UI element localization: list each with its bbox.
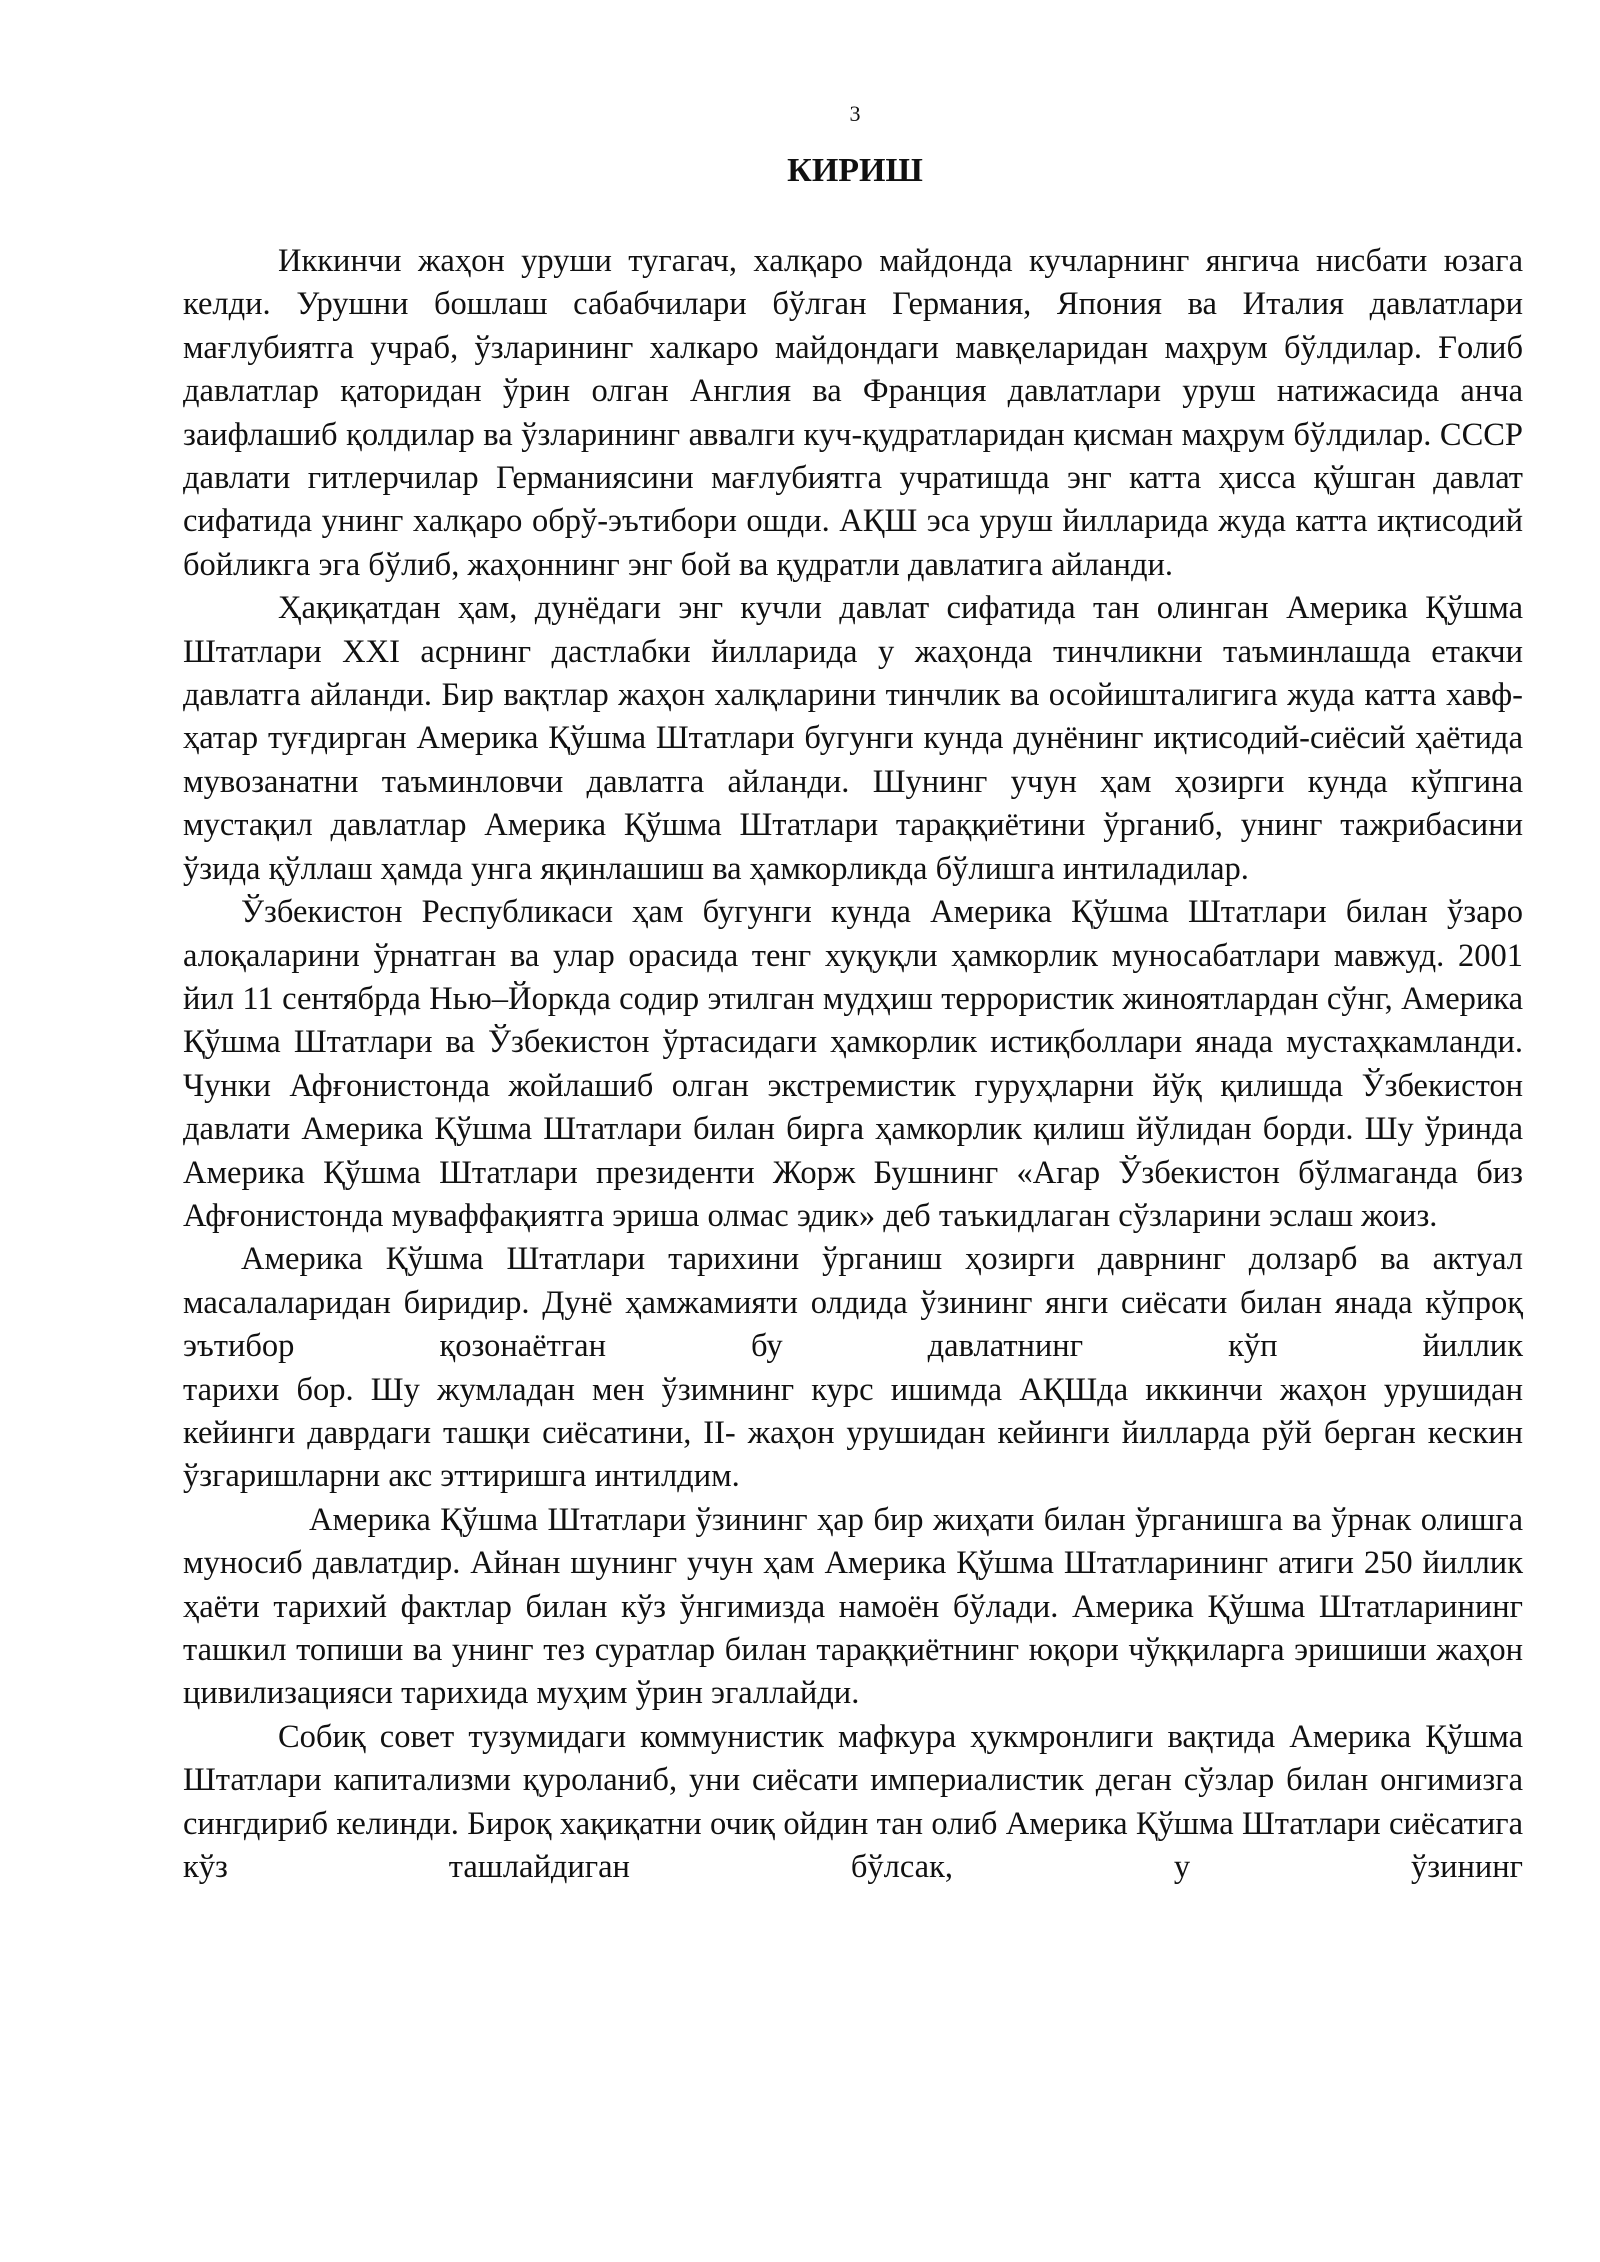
document-body [183,240,1523,1889]
page-number: 3 [849,101,861,126]
paragraph-6: Америка Қўшма Штатлари ўзининг ҳар бир жиҳати билан ўрганишга ва ўрнак олишга муносиб давлатдир. Айнан шунинг учун ҳам Америка Қўшма Штатларининг атиги 250 йиллик ҳаёти тарихий фактлар билан кўз ўнгимизда намоён бўлади. Америка Қўшма Штатларининг ташкил топиши ва унинг тез суратлар билан тараққиётнинг юқори чўққиларга эришиши жаҳон цивилизацияси тарихида муҳим ўрин эгаллайди. [183,1501,1523,1712]
page-title: КИРИШ [787,152,923,189]
paragraph-4: Америка Қўшма Штатлари тарихини ўрганиш ҳозирги даврнинг долзарб ва актуал масалаларидан биридир. Дунё ҳамжамияти олдида ўзининг янги сиёсати билан янада кўпроқ эътибор қозонаётган бу давлатнинг кўп йиллик [183,1241,1523,1365]
paragraph-1: Иккинчи жаҳон уруши тугагач, халқаро майдонда кучларнинг янгича нисбати юзага келди. Урушни бошлаш сабабчилари бўлган Германия, Япония ва Италия давлатлари мағлубиятга учраб, ўзларининг халкаро майдондаги мавқеларидан маҳрум бўлдилар. Ғолиб давлатлар қаторидан ўрин олган Англия ва Франция давлатлари уруш натижасида анча заифлашиб қолдилар ва ўзларининг аввалги куч-қудратларидан қисман маҳрум бўлдилар. СССР давлати гитлерчилар Германиясини мағлубиятга учратишда энг катта ҳисса қўшган давлат сифатида унинг халқаро обрў-эътибори ошди. АҚШ эса уруш йилларида жуда катта иқтисодий бойликга эга бўлиб, жаҳоннинг энг бой ва қудратли давлатига айланди. [183,243,1523,583]
paragraph-3: Ўзбекистон Республикаси ҳам бугунги кунда Америка Қўшма Штатлари билан ўзаро алоқаларини ўрнатган ва улар орасида тенг хуқуқли ҳамкорлик муносабатлари мавжуд. 2001 йил 11 сентябрда Нью–Йоркда содир этилган мудҳиш террористик жиноятлардан сўнг, Америка Қўшма Штатлари ва Ўзбекистон ўртасидаги ҳамкорлик истиқболлари янада мустаҳкамланди. Чунки Афғонистонда жойлашиб олган экстремистик гуруҳларни йўқ қилишда Ўзбекистон давлати Америка Қўшма Штатлари билан бирга ҳамкорлик қилиш йўлидан борди. Шу ўринда Америка Қўшма Штатлари президенти Жорж Бушнинг «Агар Ўзбекистон бўлмаганда биз Афғонистонда муваффақиятга эриша олмас эдик» деб таъкидлаган сўзларини эслаш жоиз. [183,894,1523,1234]
paragraph-5: тарихи бор. Шу жумладан мен ўзимнинг курс ишимда АҚШда иккинчи жаҳон урушидан кейинги даврдаги ташқи сиёсатини, II- жаҳон урушидан кейинги йилларда рўй берган кескин ўзгаришларни акс эттиришга интилдим. [183,1371,1523,1495]
paragraph-7: Собиқ совет тузумидаги коммунистик мафкура ҳукмронлиги вақтида Америка Қўшма Штатлари капитализми қуроланиб, уни сиёсати империалистик деган сўзлар билан онгимизга сингдириб келинди. Бироқ хақиқатни очиқ ойдин тан олиб Америка Қўшма Штатлари сиёсатига кўз ташлайдиган бўлсак, у ўзининг [183,1718,1523,1886]
paragraph-2: Ҳақиқатдан ҳам, дунёдаги энг кучли давлат сифатида тан олинган Америка Қўшма Штатлари XXI асрнинг дастлабки йилларида у жаҳонда тинчликни таъминлашда етакчи давлатга айланди. Бир вақтлар жаҳон халқларини тинчлик ва осойишталигига жуда катта хавф-ҳатар туғдирган Америка Қўшма Штатлари бугунги кунда дунёнинг иқтисодий-сиёсий ҳаётида мувозанатни таъминловчи давлатга айланди. Шунинг учун ҳам ҳозирги кунда кўпгина мустақил давлатлар Америка Қўшма Штатлари тараққиётини ўрганиб, унинг тажрибасини ўзида қўллаш ҳамда унга яқинлашиш ва ҳамкорликда бўлишга интиладилар. [183,590,1523,887]
